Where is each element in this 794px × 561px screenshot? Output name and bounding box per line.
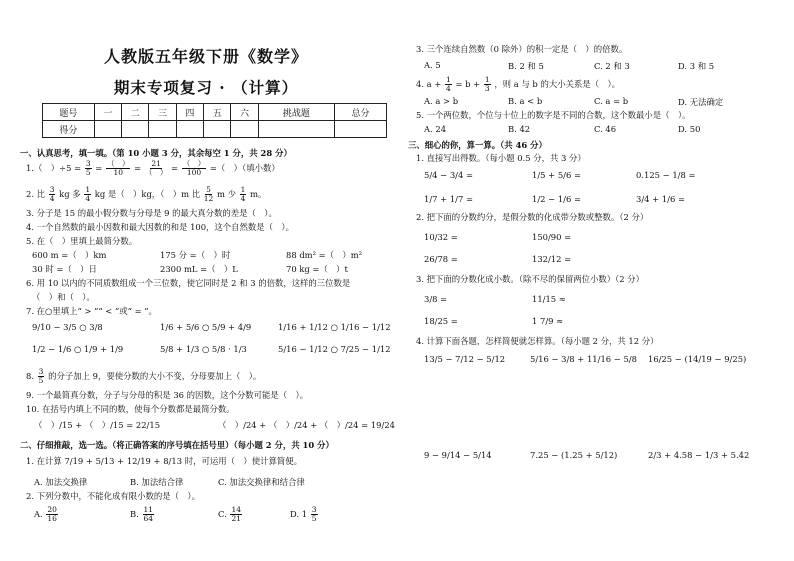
page-title: 人教版五年级下册《数学》 (103, 47, 308, 66)
option[interactable]: C. a = b (594, 96, 629, 106)
compare-item: 1/16 + 1/12 ○ 1/16 − 1/12 (278, 322, 391, 332)
option[interactable] (218, 506, 243, 523)
option[interactable]: B. a < b (508, 96, 543, 106)
text: ，则 a 与 b 的大小关系是（ ）。 (494, 79, 620, 89)
compare-item: 9/10 − 3/5 ○ 3/8 (32, 322, 103, 332)
fraction (311, 506, 318, 523)
compare-item: 5/8 + 1/3 ○ 5/8 · 1/3 (160, 344, 247, 354)
score-cell[interactable] (258, 121, 334, 138)
fraction (484, 76, 491, 93)
denominator: 5 (38, 376, 44, 385)
s1-q1 (26, 160, 280, 177)
denominator: 16 (47, 514, 57, 523)
denominator: 100 (186, 168, 202, 177)
s1-q2 (26, 186, 266, 203)
s3-q1: 1. 直接写出得数。（每小题 0.5 分，共 3 分） (416, 153, 586, 163)
fraction (240, 186, 247, 203)
denominator: 12 (203, 194, 214, 203)
text: = (134, 163, 142, 173)
text: kg 多 (59, 189, 81, 199)
text: = (171, 163, 179, 173)
score-table-row-label: 得分 (43, 121, 95, 138)
s3-q4: 4. 计算下面各题，怎样简便就怎样算。（每小题 2 分，共 12 分） (416, 336, 659, 346)
numerator: 3 (311, 505, 317, 514)
numerator: 20 (47, 505, 57, 514)
s1-q4: 4. 一个自然数的最小因数和最大因数的和是 100，这个自然数是（ ）。 (26, 222, 294, 232)
unit-item: 2300 mL =（ ）L (160, 264, 238, 274)
s3-q3: 3. 把下面的分数化成小数。（除不尽的保留两位小数）（2 分） (416, 274, 645, 284)
reduce-item: 26/78 = (424, 254, 458, 264)
option-letter: B. (130, 509, 139, 519)
reduce-item: 132/12 = (532, 254, 572, 264)
direct-item: 1/7 + 1/7 = (424, 194, 473, 204)
option[interactable]: A. 5 (424, 60, 441, 70)
score-table-score-row (43, 121, 387, 138)
unit-item: 88 dm² =（ ）m² (286, 250, 363, 260)
option[interactable]: C. 加法交换律和结合律 (218, 477, 305, 487)
denominator: 64 (143, 514, 154, 523)
option[interactable]: B. 2 和 5 (508, 61, 544, 71)
numerator: 3 (49, 185, 55, 194)
text: 4. a + (416, 79, 442, 89)
decimal-item: 3/8 = (424, 294, 448, 304)
fraction (85, 160, 92, 177)
option[interactable]: D. 无法确定 (678, 97, 724, 107)
denominator: 5 (311, 514, 317, 523)
decimal-item: 11/15 ≈ (532, 294, 566, 304)
numerator: 14 (231, 505, 241, 514)
numerator: 1 (85, 185, 91, 194)
s3-q2: 2. 把下面的分数约分，是假分数的化成带分数或整数。（2 分） (416, 212, 649, 222)
s1-q9: 9. 一个最简真分数，分子与分母的积是 36 的因数，这个分数可能是（ ）。 (26, 390, 309, 400)
decimal-item: 18/25 = (424, 316, 458, 326)
score-table (42, 103, 387, 138)
score-col: 三 (149, 104, 176, 121)
option[interactable]: A. a > b (424, 96, 459, 106)
option[interactable]: C. 46 (594, 124, 617, 134)
unit-item: 70 kg =（ ）t (286, 264, 348, 274)
numerator: 1 (446, 75, 451, 84)
fraction (182, 160, 207, 177)
text: = (95, 163, 103, 173)
s1-q6: 6. 用 10 以内的不同质数组成一个三位数，使它同时是 2 和 3 的倍数，这样的三位数是 (26, 278, 351, 288)
text: m 少 (216, 189, 236, 199)
option[interactable]: D. 3 和 5 (678, 61, 715, 71)
option-letter: A. (34, 509, 43, 519)
s1-q10-equation-1: （ ）/15 + （ ）/15 = 22/15 (34, 420, 161, 430)
s1-q3: 3. 分子是 15 的最小假分数与分母是 9 的最大真分数的差是（ ）。 (26, 208, 277, 218)
numerator: 3 (38, 367, 44, 376)
s1-q6-continued: （ ）和（ ）。 (32, 292, 95, 302)
score-col: 六 (231, 104, 258, 121)
numerator: （ ） (106, 159, 130, 168)
calc-item: 9 − 9/14 − 5/14 (424, 450, 492, 460)
numerator: 5 (206, 185, 211, 194)
denominator: 4 (446, 84, 451, 93)
option[interactable]: B. 加法结合律 (130, 477, 184, 487)
direct-item: 0.125 − 1/8 = (636, 170, 696, 180)
fraction (84, 186, 91, 203)
numerator: （ ） (182, 159, 206, 168)
fraction (145, 160, 168, 177)
option[interactable]: C. 2 和 3 (594, 61, 630, 71)
text: 1. 在计算 (26, 456, 62, 466)
option-letter: D. 1 (290, 509, 308, 519)
denominator: 5 (85, 168, 91, 177)
option[interactable]: A. 加法交换律 (34, 477, 88, 487)
fraction (46, 506, 58, 523)
s2-q4 (416, 76, 620, 93)
unit-item: 175 分 =（ ）时 (160, 250, 231, 260)
numerator: 1 (240, 185, 246, 194)
direct-item: 1/2 − 1/6 = (532, 194, 581, 204)
fraction (106, 160, 131, 177)
score-cell[interactable] (231, 121, 258, 138)
score-cell[interactable] (122, 121, 149, 138)
score-cell[interactable] (204, 121, 231, 138)
text: kg 是（ ）kg，（ ）m 比 (94, 189, 201, 199)
numerator: 1 (484, 75, 490, 84)
score-col: 总分 (335, 104, 387, 121)
score-col: 一 (94, 104, 121, 121)
reduce-item: 10/32 = (424, 232, 458, 242)
option[interactable] (290, 506, 319, 523)
score-cell[interactable] (335, 121, 387, 138)
option[interactable] (34, 506, 59, 523)
numerator: 11 (143, 505, 154, 514)
score-cell[interactable] (94, 121, 121, 138)
fraction (204, 186, 214, 203)
option[interactable]: B. 42 (508, 124, 531, 134)
section-1-heading: 一、认真思考，填一填。（第 10 小题 3 分，其余每空 1 分，共 28 分） (20, 148, 292, 158)
fraction (445, 76, 452, 93)
score-col: 二 (122, 104, 149, 121)
denominator: 21 (231, 514, 241, 523)
fraction (49, 186, 56, 203)
option-letter: C. (218, 509, 227, 519)
text: 8. (26, 371, 34, 381)
score-cell[interactable] (149, 121, 176, 138)
expression: 7/19 + 5/13 + 12/19 + 8/13 (64, 456, 183, 466)
s1-q7: 7. 在○里填上“ > ”“ < ”或“ = ”。 (26, 306, 157, 316)
calc-item: 5/16 − 3/8 + 11/16 − 5/8 (530, 354, 637, 364)
text: m。 (250, 189, 267, 199)
calc-item: 7.25 − (1.25 + 5/12) (530, 450, 618, 460)
reduce-item: 150/90 = (532, 232, 572, 242)
page-subtitle: 期末专项复习 · （计算） (113, 78, 299, 97)
numerator: 21 (151, 159, 161, 168)
compare-item: 5/16 − 1/12 ○ 7/25 − 1/12 (278, 344, 391, 354)
score-table-row-label: 题号 (43, 104, 95, 121)
score-col: 挑战题 (258, 104, 334, 121)
score-table-header-row (43, 104, 387, 121)
option[interactable]: D. 50 (678, 124, 701, 134)
denominator: （ ） (144, 168, 168, 177)
s1-q5: 5. 在（ ）里填上最简分数。 (26, 236, 138, 246)
s1-q10-equation-2: （ ）/24 + （ ）/24 + （ ）/24 = 19/24 (218, 420, 395, 430)
text: 1.（ ）÷5 = (26, 163, 82, 173)
direct-item: 3/4 + 1/6 = (636, 194, 685, 204)
calc-item: 13/5 − 7/12 − 5/12 (424, 354, 506, 364)
calc-item: 16/25 − (14/19 − 9/25) (648, 354, 747, 364)
s1-q8 (26, 368, 261, 385)
s2-q5: 5. 一个两位数，个位与十位上的数字是不同的合数，这个数最小是（ ）。 (416, 110, 691, 120)
compare-item: 1/6 + 5/6 ○ 5/9 + 4/9 (160, 322, 252, 332)
direct-item: 1/5 + 5/6 = (532, 170, 581, 180)
unit-item: 30 时 =（ ）日 (32, 264, 97, 274)
option[interactable] (130, 506, 155, 523)
text: 的分子加上 9，要使分数的大小不变，分母要加上（ ）。 (48, 371, 262, 381)
s2-q3: 3. 三个连续自然数（0 除外）的积一定是（ ）的倍数。 (416, 44, 628, 54)
s1-q10: 10. 在括号内填上不同的数，使每个分数都是最简分数。 (26, 404, 235, 414)
denominator: 4 (85, 194, 91, 203)
score-cell[interactable] (176, 121, 203, 138)
text: 时，可运用（ ）使计算简便。 (184, 456, 302, 466)
fraction (230, 506, 242, 523)
denominator: 10 (113, 168, 123, 177)
compare-item: 1/2 − 1/6 ○ 1/9 + 1/9 (32, 344, 124, 354)
text: 2. 比 (26, 189, 46, 199)
direct-item: 5/4 − 3/4 = (424, 170, 473, 180)
calc-item: 2/3 + 4.58 − 1/3 + 5.42 (648, 450, 750, 460)
s2-q2: 2. 下列分数中，不能化成有限小数的是（ ）。 (26, 491, 200, 501)
decimal-item: 1 7/9 ≈ (532, 316, 564, 326)
section-2-heading: 二、仔细推敲，选一选。（将正确答案的序号填在括号里）（每小题 2 分，共 10 分） (20, 440, 334, 450)
denominator: 4 (240, 194, 246, 203)
score-col: 四 (176, 104, 203, 121)
fraction (38, 368, 45, 385)
fraction (143, 506, 155, 523)
option[interactable]: A. 24 (424, 124, 447, 134)
denominator: 4 (49, 194, 55, 203)
numerator: 3 (85, 159, 91, 168)
score-col: 五 (204, 104, 231, 121)
unit-item: 600 m =（ ）km (32, 250, 107, 260)
text: = b + (455, 79, 481, 89)
text: =（ ）（填小数） (209, 163, 280, 173)
denominator: 3 (484, 84, 490, 93)
section-3-heading: 三、细心的你，算一算。（共 46 分） (408, 140, 547, 150)
s2-q1 (26, 456, 302, 467)
